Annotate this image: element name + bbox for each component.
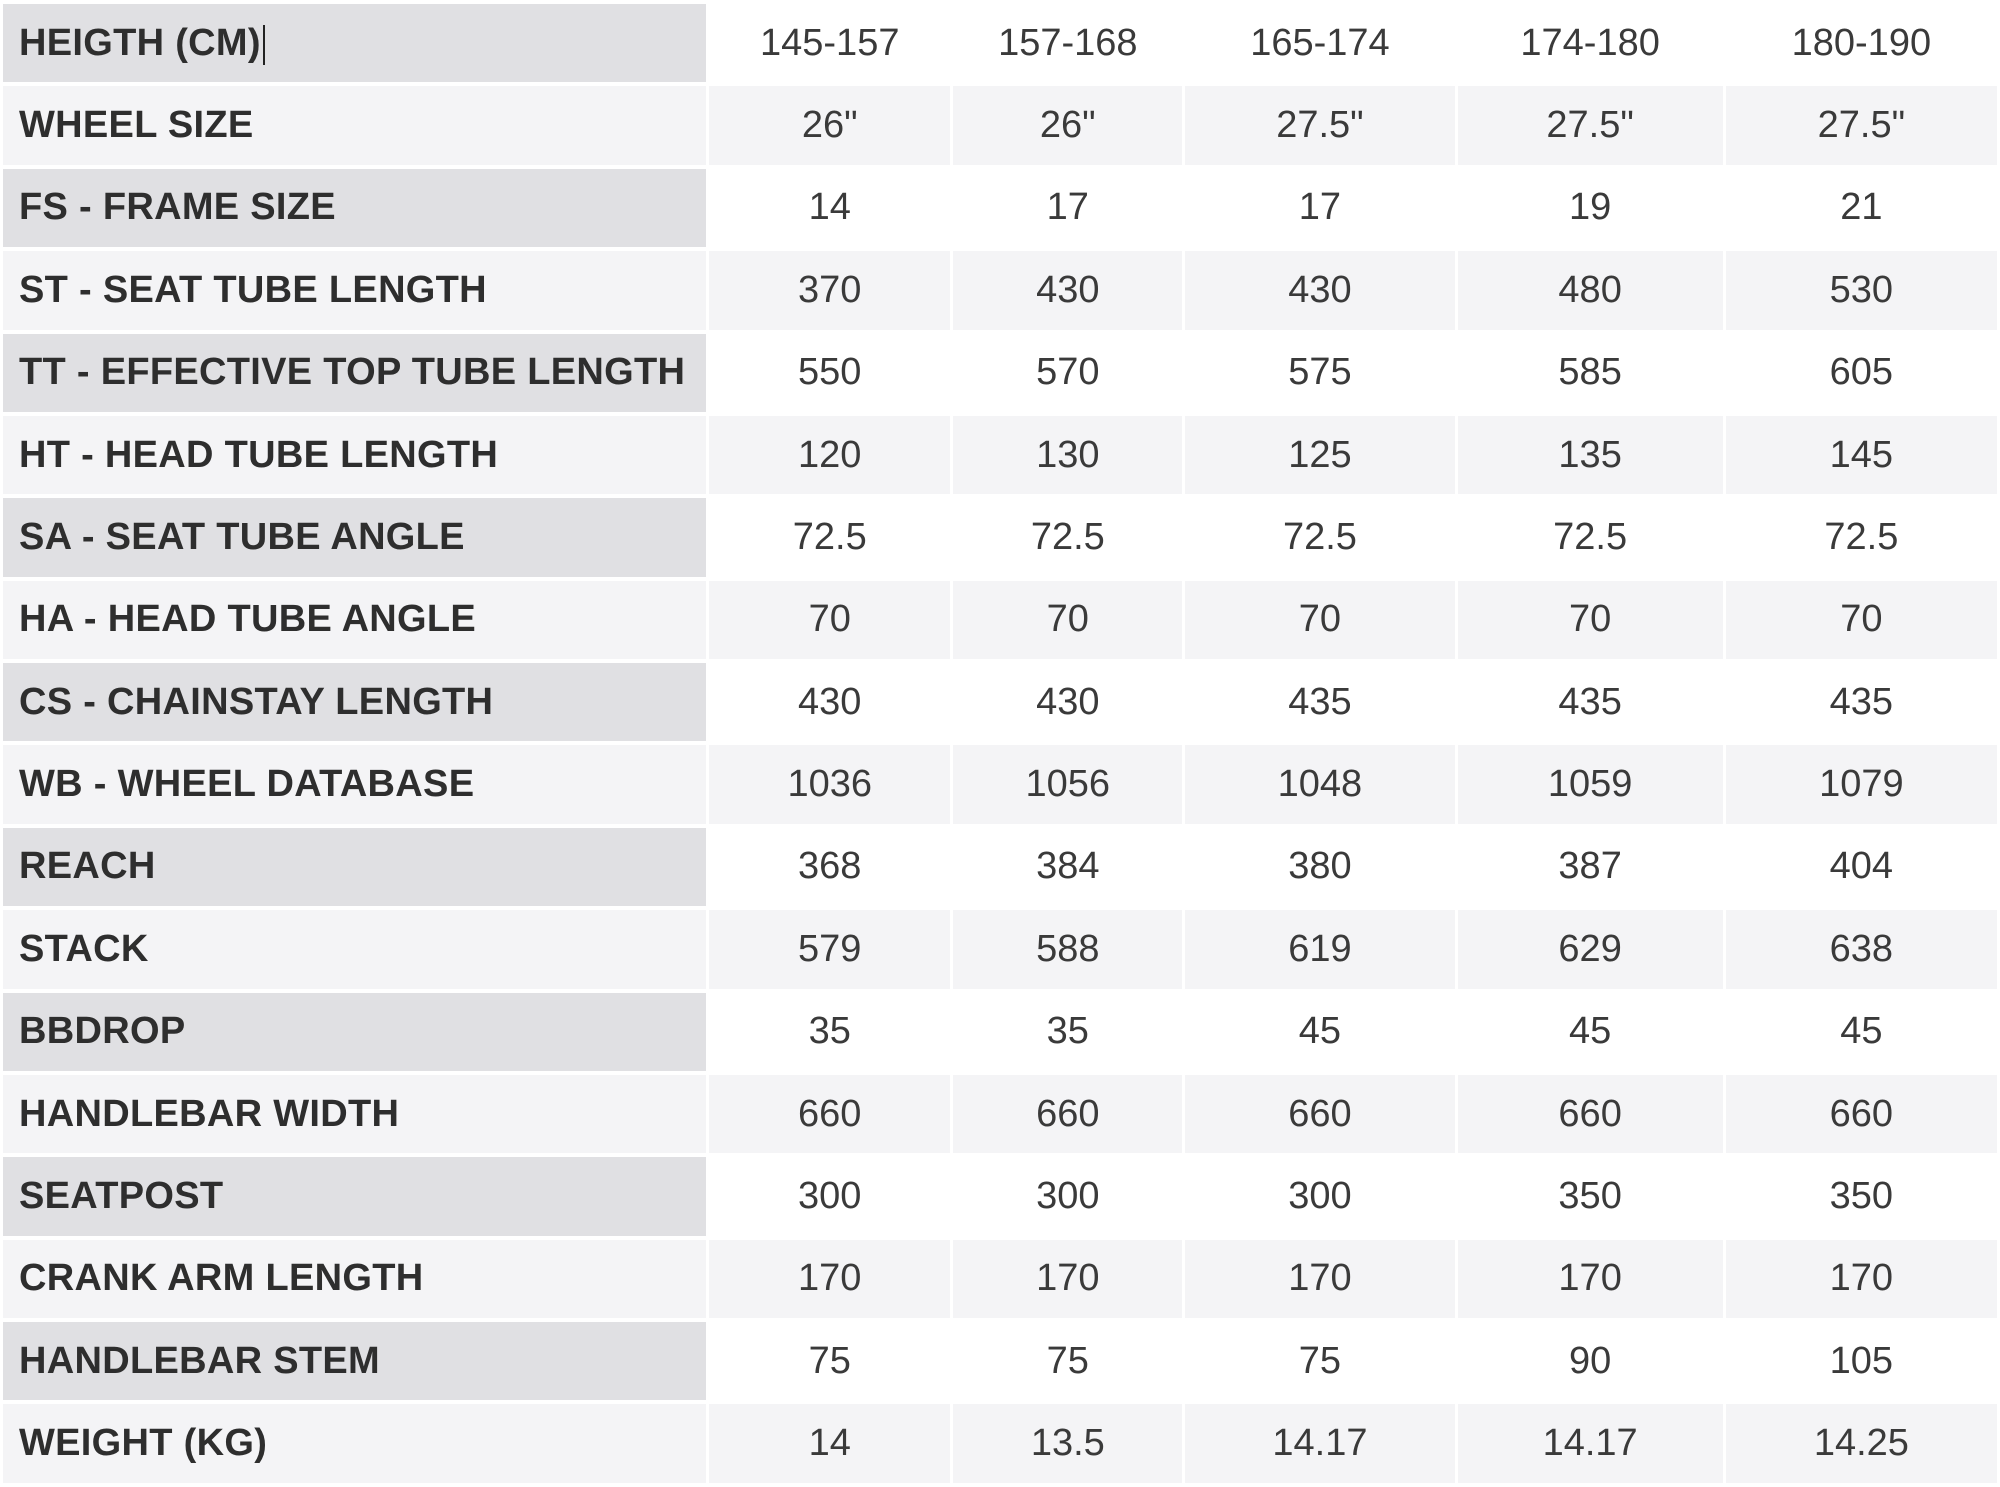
table-cell: 575 <box>1185 334 1454 412</box>
table-cell: 384 <box>953 828 1182 906</box>
table-cell: 170 <box>1726 1240 1997 1318</box>
row-label: ST - SEAT TUBE LENGTH <box>3 251 706 329</box>
table-cell: 1059 <box>1458 745 1723 823</box>
table-cell: 75 <box>953 1322 1182 1400</box>
table-cell: 300 <box>1185 1157 1454 1235</box>
table-cell: 125 <box>1185 416 1454 494</box>
table-cell: 660 <box>953 1075 1182 1153</box>
table-cell: 145 <box>1726 416 1997 494</box>
row-handlebar-width <box>3 1075 1997 1153</box>
row-label: FS - FRAME SIZE <box>3 169 706 247</box>
table-cell: 430 <box>709 663 950 741</box>
row-label: TT - EFFECTIVE TOP TUBE LENGTH <box>3 334 706 412</box>
table-cell: 430 <box>953 663 1182 741</box>
table-cell: 130 <box>953 416 1182 494</box>
table-cell: 660 <box>1458 1075 1723 1153</box>
table-cell: 1036 <box>709 745 950 823</box>
table-cell: 170 <box>709 1240 950 1318</box>
table-cell: 17 <box>1185 169 1454 247</box>
table-cell: 570 <box>953 334 1182 412</box>
table-cell: 629 <box>1458 910 1723 988</box>
table-cell: 70 <box>1185 581 1454 659</box>
table-cell: 435 <box>1458 663 1723 741</box>
table-cell: 90 <box>1458 1322 1723 1400</box>
table-cell: 75 <box>1185 1322 1454 1400</box>
table-cell: 70 <box>709 581 950 659</box>
table-cell: 135 <box>1458 416 1723 494</box>
table-cell: 45 <box>1458 993 1723 1071</box>
row-seatpost <box>3 1157 1997 1235</box>
row-head-tube-length <box>3 416 1997 494</box>
table-cell: 27.5" <box>1185 86 1454 164</box>
table-cell: 170 <box>953 1240 1182 1318</box>
table-cell: 45 <box>1726 993 1997 1071</box>
row-reach <box>3 828 1997 906</box>
row-label: REACH <box>3 828 706 906</box>
text-cursor <box>263 25 265 65</box>
size-range-header: 180-190 <box>1726 4 1997 82</box>
table-cell: 660 <box>1185 1075 1454 1153</box>
row-wheel-size <box>3 86 1997 164</box>
table-cell: 588 <box>953 910 1182 988</box>
row-label: WEIGHT (KG) <box>3 1404 706 1483</box>
table-cell: 435 <box>1726 663 1997 741</box>
table-cell: 19 <box>1458 169 1723 247</box>
row-frame-size <box>3 169 1997 247</box>
size-range-header: 165-174 <box>1185 4 1454 82</box>
row-weight <box>3 1404 1997 1483</box>
table-cell: 435 <box>1185 663 1454 741</box>
table-cell: 350 <box>1458 1157 1723 1235</box>
table-cell: 404 <box>1726 828 1997 906</box>
row-bb-drop <box>3 993 1997 1071</box>
table-cell: 27.5" <box>1726 86 1997 164</box>
table-cell: 350 <box>1726 1157 1997 1235</box>
row-label: HANDLEBAR WIDTH <box>3 1075 706 1153</box>
table-cell: 45 <box>1185 993 1454 1071</box>
table-cell: 70 <box>1458 581 1723 659</box>
row-wheel-database <box>3 745 1997 823</box>
table-cell: 660 <box>1726 1075 1997 1153</box>
table-cell: 480 <box>1458 251 1723 329</box>
row-seat-tube-length <box>3 251 1997 329</box>
table-cell: 14.17 <box>1185 1404 1454 1483</box>
row-label: HA - HEAD TUBE ANGLE <box>3 581 706 659</box>
table-cell: 370 <box>709 251 950 329</box>
table-cell: 619 <box>1185 910 1454 988</box>
table-cell: 27.5" <box>1458 86 1723 164</box>
row-label: WB - WHEEL DATABASE <box>3 745 706 823</box>
table-cell: 368 <box>709 828 950 906</box>
row-crank-arm-length <box>3 1240 1997 1318</box>
row-head-tube-angle <box>3 581 1997 659</box>
header-row <box>3 4 1997 82</box>
table-cell: 170 <box>1458 1240 1723 1318</box>
row-label: HANDLEBAR STEM <box>3 1322 706 1400</box>
table-cell: 14.17 <box>1458 1404 1723 1483</box>
row-label: CS - CHAINSTAY LENGTH <box>3 663 706 741</box>
row-label: WHEEL SIZE <box>3 86 706 164</box>
table-cell: 660 <box>709 1075 950 1153</box>
row-chainstay-length <box>3 663 1997 741</box>
table-cell: 579 <box>709 910 950 988</box>
row-label: SA - SEAT TUBE ANGLE <box>3 498 706 576</box>
size-range-header: 157-168 <box>953 4 1182 82</box>
row-top-tube-length <box>3 334 1997 412</box>
table-cell: 21 <box>1726 169 1997 247</box>
table-cell: 387 <box>1458 828 1723 906</box>
table-cell: 26" <box>953 86 1182 164</box>
table-cell: 75 <box>709 1322 950 1400</box>
table-cell: 72.5 <box>1458 498 1723 576</box>
row-label: CRANK ARM LENGTH <box>3 1240 706 1318</box>
row-seat-tube-angle <box>3 498 1997 576</box>
table-cell: 70 <box>953 581 1182 659</box>
table-cell: 105 <box>1726 1322 1997 1400</box>
table-cell: 26" <box>709 86 950 164</box>
table-cell: 550 <box>709 334 950 412</box>
table-cell: 1048 <box>1185 745 1454 823</box>
table-cell: 120 <box>709 416 950 494</box>
table-cell: 35 <box>709 993 950 1071</box>
table-cell: 1056 <box>953 745 1182 823</box>
table-cell: 14 <box>709 169 950 247</box>
table-cell: 430 <box>1185 251 1454 329</box>
row-label: BBDROP <box>3 993 706 1071</box>
row-handlebar-stem <box>3 1322 1997 1400</box>
row-stack <box>3 910 1997 988</box>
table-cell: 72.5 <box>953 498 1182 576</box>
table-cell: 14.25 <box>1726 1404 1997 1483</box>
table-cell: 1079 <box>1726 745 1997 823</box>
table-cell: 70 <box>1726 581 1997 659</box>
table-cell: 35 <box>953 993 1182 1071</box>
table-cell: 72.5 <box>1726 498 1997 576</box>
table-cell: 300 <box>953 1157 1182 1235</box>
table-cell: 170 <box>1185 1240 1454 1318</box>
table-cell: 72.5 <box>1185 498 1454 576</box>
table-cell: 17 <box>953 169 1182 247</box>
table-cell: 605 <box>1726 334 1997 412</box>
table-cell: 13.5 <box>953 1404 1182 1483</box>
size-range-header: 145-157 <box>709 4 950 82</box>
row-label: STACK <box>3 910 706 988</box>
table-cell: 14 <box>709 1404 950 1483</box>
table-cell: 530 <box>1726 251 1997 329</box>
row-label: SEATPOST <box>3 1157 706 1235</box>
table-cell: 430 <box>953 251 1182 329</box>
size-range-header: 174-180 <box>1458 4 1723 82</box>
row-label: HT - HEAD TUBE LENGTH <box>3 416 706 494</box>
header-label: HEIGTH (CM) <box>19 21 261 64</box>
geometry-table-body <box>3 4 1997 1483</box>
table-cell: 300 <box>709 1157 950 1235</box>
table-cell: 585 <box>1458 334 1723 412</box>
table-cell: 380 <box>1185 828 1454 906</box>
table-cell: 638 <box>1726 910 1997 988</box>
header-label-cell[interactable] <box>3 4 706 82</box>
table-cell: 72.5 <box>709 498 950 576</box>
